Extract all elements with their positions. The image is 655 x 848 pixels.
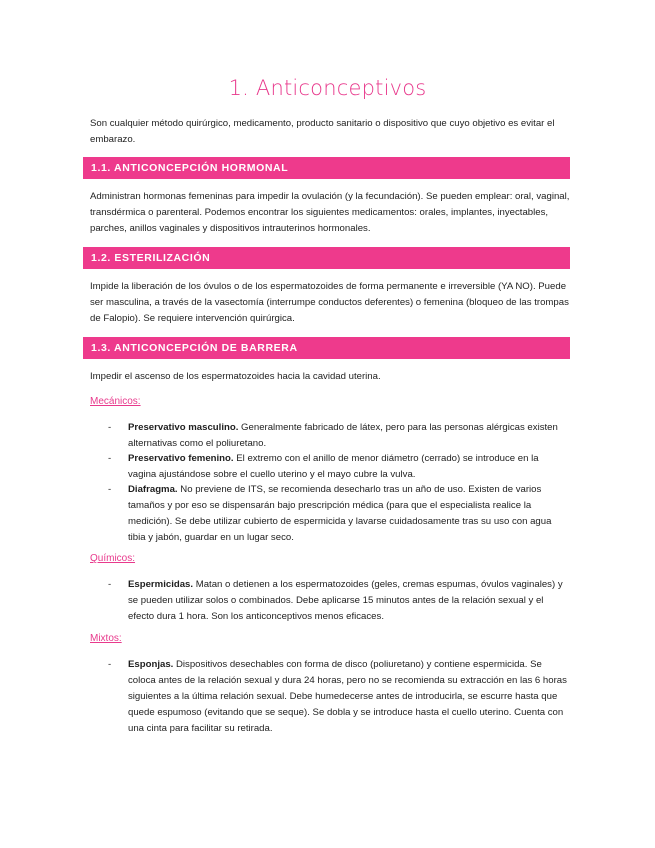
item-term: Diafragma. (128, 484, 178, 495)
bullet-dash: - (108, 659, 112, 670)
item-term: Preservativo masculino. (128, 422, 239, 433)
bullet-dash: - (108, 579, 112, 590)
section-heading-hormonal: 1.1. ANTICONCEPCIÓN HORMONAL (83, 157, 570, 179)
intro-paragraph: Son cualquier método quirúrgico, medicamento, producto sanitario o dispositivo que cuyo objetivo es evitar el embarazo. (90, 118, 555, 145)
page-title: 1. Anticonceptivos (228, 76, 427, 100)
subsection-label-mecanicos: Mecánicos: (90, 396, 141, 407)
section-text-esterilizacion: Impide la liberación de los óvulos o de los espermatozoides de forma permanente e irreversible (YA NO). Puede ser masculina, a través de la vasectomía (interrumpe conductos deferentes) o femenina (bloqueo de las trompas de Falopio). Se requiere intervención quirúrgica. (90, 281, 569, 324)
item-term: Esponjas. (128, 659, 174, 670)
section-text-hormonal: Administran hormonas femeninas para impedir la ovulación (y la fecundación). Se pueden emplear: oral, vaginal, transdérmica o parenteral. Podemos encontrar los siguientes medicamentos: orales, implantes, inyectables, parches, anillos vaginales y dispositivos intrauterinos hormonales. (90, 191, 570, 234)
bullet-dash: - (108, 422, 112, 433)
section-text-barrera: Impedir el ascenso de los espermatozoides hacia la cavidad uterina. (90, 371, 381, 382)
item-term: Espermicidas. (128, 579, 194, 590)
subsection-label-mixtos: Mixtos: (90, 633, 122, 644)
item-desc: Generalmente fabricado de látex, pero para las personas alérgicas existen alternativas como el poliuretano. (128, 422, 558, 449)
item-desc: Matan o detienen a los espermatozoides (geles, cremas espumas, óvulos vaginales) y se pueden utilizar solos o combinados. Debe aplicarse 15 minutos antes de la relación sexual y el efecto dura 1 hora. Son los anticonceptivos menos eficaces. (128, 579, 563, 622)
item-desc: El extremo con el anillo de menor diámetro (cerrado) se introduce en la vagina ajustándose sobre el cuello uterino y el mayo cubre la vulva. (128, 453, 539, 480)
item-desc: Dispositivos desechables con forma de disco (poliuretano) y contiene espermicida. Se coloca antes de la relación sexual y dura 24 horas, pero no se recomienda su extracción en las 6 horas siguientes a la última relación sexual. Debe humedecerse antes de introducirla, se escurre hasta que quede espumoso (evitando que se seque). Se dobla y se introduce hasta el cuello uterino. Cuenta con una cinta para facilitar su retirada. (128, 659, 567, 734)
section-heading-barrera: 1.3. ANTICONCEPCIÓN DE BARRERA (83, 337, 570, 359)
item-term: Preservativo femenino. (128, 453, 234, 464)
section-heading-esterilizacion: 1.2. ESTERILIZACIÓN (83, 247, 570, 269)
item-desc: No previene de ITS, se recomienda desecharlo tras un año de uso. Existen de varios tamaños y por eso se dispensarán bajo prescripción médica (para que el especialista realice la medición). Se debe utilizar cubierto de espermicida y lavarse cuidadosamente tras su uso con agua tibia y jabón, guardar en un lugar seco. (128, 484, 552, 543)
subsection-label-quimicos: Químicos: (90, 553, 136, 564)
bullet-dash: - (108, 453, 112, 464)
bullet-dash: - (108, 484, 112, 495)
